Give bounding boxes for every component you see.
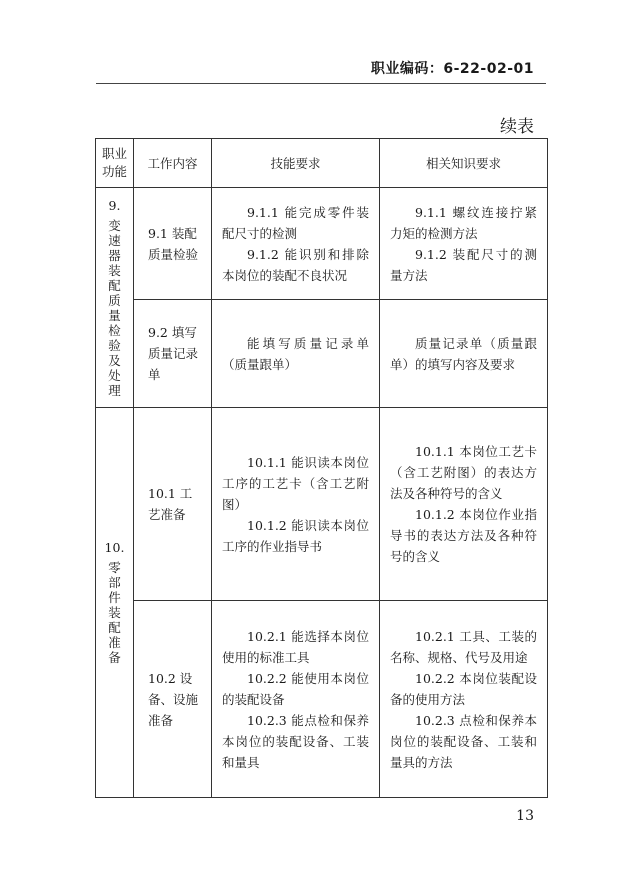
function-cell: [96, 188, 134, 408]
table-header-row: [96, 139, 548, 188]
continued-label: 续表: [500, 117, 534, 137]
knowledge-item: 10.2.2 本岗位装配设备的使用方法: [390, 670, 537, 707]
table-row: [96, 300, 548, 408]
skill-item: 10.1.1 能识读本岗位工序的工艺卡（含工艺附图）: [222, 454, 369, 512]
header-work-content: 工作内容: [134, 139, 212, 188]
table-row: [96, 408, 548, 601]
skill-item: 10.1.2 能识读本岗位工序的作业指导书: [222, 517, 369, 554]
occupation-code: 职业编码：6-22-02-01: [370, 61, 534, 77]
table-row: [96, 601, 548, 798]
work-content-cell: 10.2 设备、设施准备: [134, 601, 212, 798]
function-name: 变速器装配质量检验及处理: [108, 217, 121, 398]
header-knowledge-requirements: 相关知识要求: [380, 139, 548, 188]
skill-item: 10.2.3 能点检和保养本岗位的装配设备、工装和量具: [222, 712, 369, 770]
knowledge-item: 10.2.1 工具、工装的名称、规格、代号及用途: [390, 628, 537, 665]
work-content-cell: 9.1 装配质量检验: [134, 188, 212, 300]
skill-cell: [212, 408, 380, 601]
header-skill-requirements: 技能要求: [212, 139, 380, 188]
knowledge-cell: [380, 408, 548, 601]
table-row: [96, 188, 548, 300]
knowledge-item: 10.1.1 本岗位工艺卡（含工艺附图）的表达方法及各种符号的含义: [390, 444, 537, 501]
skill-cell: [212, 300, 380, 408]
knowledge-item: 10.2.3 点检和保养本岗位的装配设备、工装和量具的方法: [390, 712, 537, 770]
work-content-cell: 10.1 工艺准备: [134, 408, 212, 601]
skill-item: 10.2.1 能选择本岗位使用的标准工具: [222, 628, 369, 665]
knowledge-item: 9.1.1 螺纹连接拧紧力矩的检测方法: [390, 204, 537, 241]
header-rule: [96, 83, 546, 84]
skill-item: 能填写质量记录单（质量跟单）: [222, 335, 369, 372]
skill-item: 10.2.2 能使用本岗位的装配设备: [222, 670, 369, 707]
function-number: 10.: [104, 540, 125, 555]
function-number: 9.: [108, 197, 121, 213]
skill-item: 9.1.1 能完成零件装配尺寸的检测: [222, 204, 369, 241]
knowledge-item: 10.1.2 本岗位作业指导书的表达方法及各种符号的含义: [390, 507, 537, 564]
skill-cell: [212, 601, 380, 798]
function-cell: [96, 408, 134, 798]
knowledge-item: 质量记录单（质量跟单）的填写内容及要求: [390, 335, 537, 372]
knowledge-cell: [380, 188, 548, 300]
page-number: 13: [516, 808, 534, 824]
work-content-cell: 9.2 填写质量记录单: [134, 300, 212, 408]
knowledge-cell: [380, 300, 548, 408]
skill-item: 9.1.2 能识别和排除本岗位的装配不良状况: [222, 246, 369, 283]
skills-table: [95, 138, 548, 798]
knowledge-item: 9.1.2 装配尺寸的测量方法: [390, 246, 537, 283]
header-function: 职业 功能: [96, 139, 134, 188]
skill-cell: [212, 188, 380, 300]
knowledge-cell: [380, 601, 548, 798]
function-name: 零部件装配准备: [108, 560, 121, 665]
